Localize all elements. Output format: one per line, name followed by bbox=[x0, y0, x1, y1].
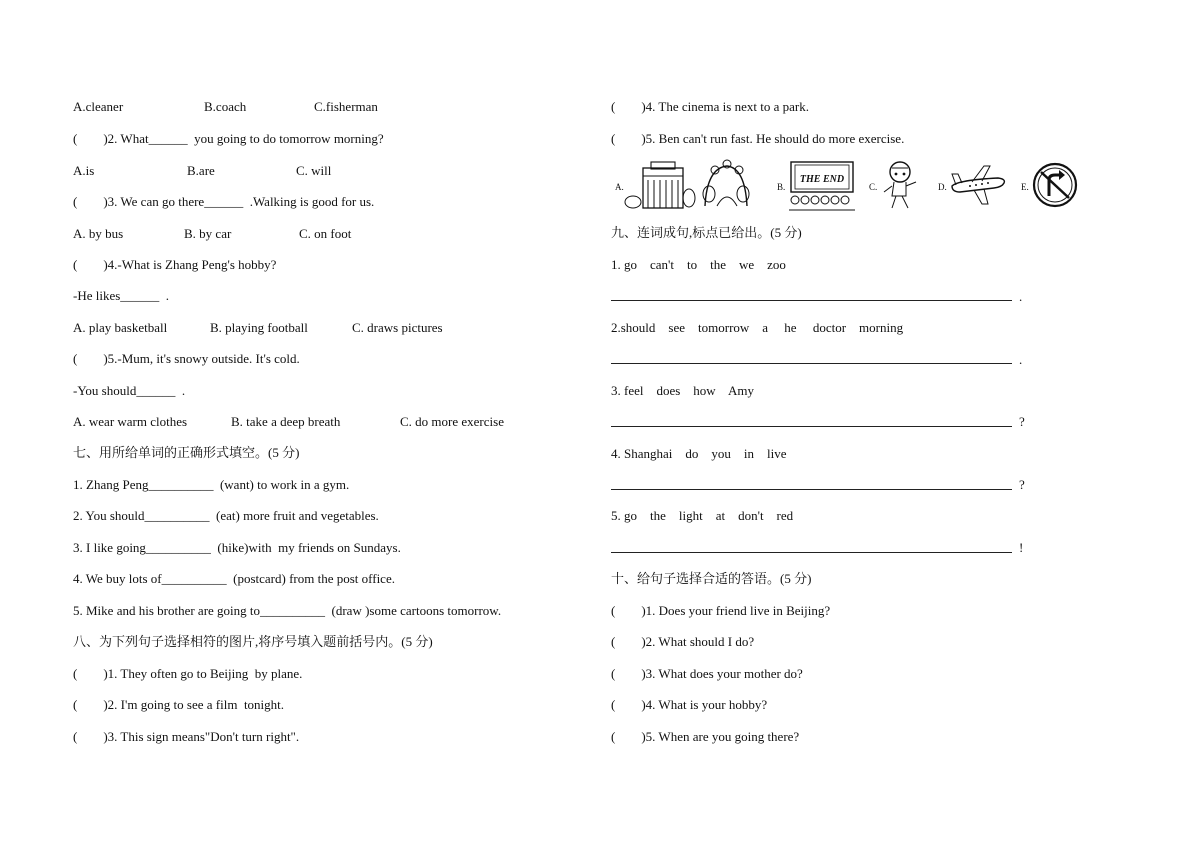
section9-item-1-words: 1. go can't to the we zoo bbox=[611, 257, 786, 272]
section8-item-4: ( )4. The cinema is next to a park. bbox=[611, 99, 809, 114]
picture-label-c: C. bbox=[869, 182, 878, 192]
section9-title: 九、连词成句,标点已给出。(5 分) bbox=[611, 225, 802, 240]
section10-item-3: ( )3. What does your mother do? bbox=[611, 666, 803, 681]
section9-item-1-punct: . bbox=[1019, 289, 1023, 304]
section9-item-5-punct: ! bbox=[1019, 540, 1024, 555]
section8-item-5: ( )5. Ben can't run fast. He should do more exercise. bbox=[611, 131, 905, 146]
section9-item-3-answer-line bbox=[611, 426, 1012, 427]
section9-item-4-punct: ? bbox=[1019, 477, 1025, 492]
q4-option-b: B. playing football bbox=[210, 320, 308, 335]
q1-option-c: C.fisherman bbox=[314, 99, 378, 114]
section9-item-1-answer-line bbox=[611, 300, 1012, 301]
airplane-picture bbox=[948, 164, 1008, 206]
cinema-sign-text: THE END bbox=[799, 174, 845, 185]
picture-label-d: D. bbox=[938, 182, 947, 192]
q3-text: ( )3. We can go there______ .Walking is good for us. bbox=[73, 194, 375, 209]
section9-item-5-answer-line bbox=[611, 552, 1012, 553]
section8-item-1: ( )1. They often go to Beijing by plane. bbox=[73, 666, 303, 681]
q5-text: ( )5.-Mum, it's snowy outside. It's cold. bbox=[73, 351, 300, 366]
section8-title: 八、为下列句子选择相符的图片,将序号填入题前括号内。(5 分) bbox=[73, 634, 433, 649]
q2-option-b: B.are bbox=[187, 163, 215, 178]
q5-answer: -You should______ . bbox=[73, 383, 186, 398]
q1-option-b: B.coach bbox=[204, 99, 247, 114]
q5-option-b: B. take a deep breath bbox=[231, 414, 341, 429]
picture-label-b: B. bbox=[777, 182, 786, 192]
picture-label-a: A. bbox=[615, 182, 624, 192]
section7-item-3: 3. I like going__________ (hike)with my friends on Sundays. bbox=[73, 540, 401, 555]
q4-option-a: A. play basketball bbox=[73, 320, 168, 335]
q4-answer: -He likes______ . bbox=[73, 288, 170, 303]
runner-picture bbox=[878, 158, 922, 212]
q2-option-a: A.is bbox=[73, 163, 95, 178]
section10-item-1: ( )1. Does your friend live in Beijing? bbox=[611, 603, 831, 618]
cinema-park-picture bbox=[623, 158, 751, 212]
section9-item-3-punct: ? bbox=[1019, 414, 1025, 429]
section9-item-4-words: 4. Shanghai do you in live bbox=[611, 446, 787, 461]
no-right-turn-sign-picture bbox=[1031, 160, 1079, 210]
section9-item-2-punct: . bbox=[1019, 352, 1023, 367]
q5-option-a: A. wear warm clothes bbox=[73, 414, 188, 429]
q4-text: ( )4.-What is Zhang Peng's hobby? bbox=[73, 257, 277, 272]
q4-option-c: C. draws pictures bbox=[352, 320, 443, 335]
section7-item-4: 4. We buy lots of__________ (postcard) from the post office. bbox=[73, 571, 395, 586]
section10-title: 十、给句子选择合适的答语。(5 分) bbox=[611, 571, 812, 586]
section10-item-5: ( )5. When are you going there? bbox=[611, 729, 800, 744]
picture-label-e: E. bbox=[1021, 182, 1029, 192]
section9-item-2-words: 2.should see tomorrow a he doctor morning bbox=[611, 320, 904, 335]
section9-item-5-words: 5. go the light at don't red bbox=[611, 508, 794, 523]
section7-item-5: 5. Mike and his brother are going to__________ (draw )some cartoons tomorrow. bbox=[73, 603, 502, 618]
section7-title: 七、用所给单词的正确形式填空。(5 分) bbox=[73, 445, 300, 460]
section10-item-2: ( )2. What should I do? bbox=[611, 634, 755, 649]
cinema-screen-picture bbox=[787, 160, 857, 212]
section8-item-2: ( )2. I'm going to see a film tonight. bbox=[73, 697, 285, 712]
q3-option-a: A. by bus bbox=[73, 226, 124, 241]
q5-option-c: C. do more exercise bbox=[400, 414, 504, 429]
section10-item-4: ( )4. What is your hobby? bbox=[611, 697, 768, 712]
q3-option-b: B. by car bbox=[184, 226, 232, 241]
section7-item-1: 1. Zhang Peng__________ (want) to work in a gym. bbox=[73, 477, 350, 492]
q2-option-c: C. will bbox=[296, 163, 332, 178]
section9-item-3-words: 3. feel does how Amy bbox=[611, 383, 754, 398]
section9-item-4-answer-line bbox=[611, 489, 1012, 490]
q2-text: ( )2. What______ you going to do tomorrow morning? bbox=[73, 131, 384, 146]
section9-item-2-answer-line bbox=[611, 363, 1012, 364]
section7-item-2: 2. You should__________ (eat) more fruit and vegetables. bbox=[73, 508, 379, 523]
section8-item-3: ( )3. This sign means"Don't turn right". bbox=[73, 729, 300, 744]
q1-option-a: A.cleaner bbox=[73, 99, 124, 114]
q3-option-c: C. on foot bbox=[299, 226, 352, 241]
